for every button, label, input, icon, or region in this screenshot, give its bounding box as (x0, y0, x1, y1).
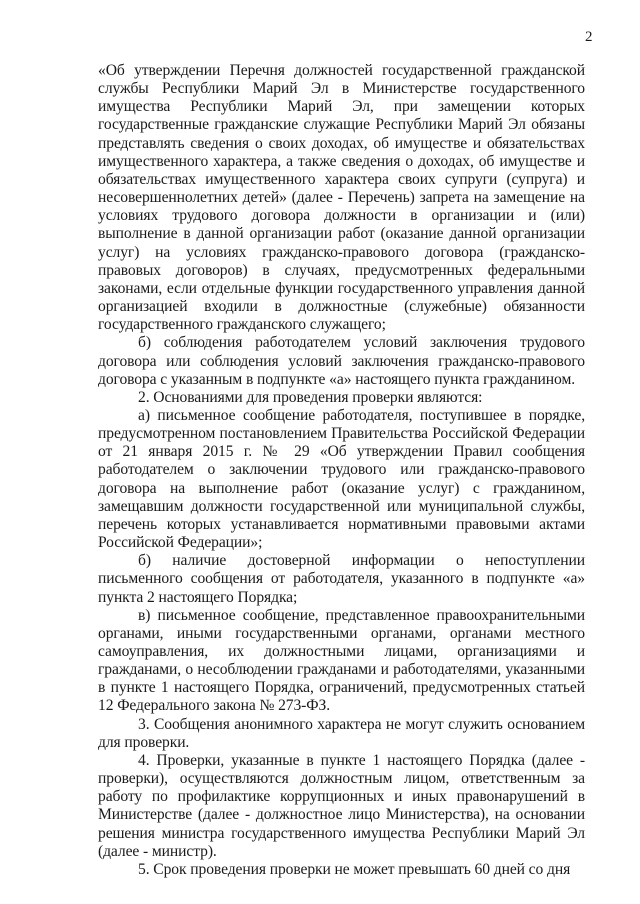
paragraph-item-1b: б) соблюдения работодателем условий заключения трудового договора или соблюдения условий заключения гражданско-правового договора с указанным в подпункте «а» настоящего пункта гражданином. (98, 334, 585, 388)
paragraph-item-4: 4. Проверки, указанные в пункте 1 настоящего Порядка (далее - проверки), осуществляются должностным лицом, ответственным за работу по профилактике коррупционных и иных правонарушений в Министерстве (далее - должностное лицо Министерства), на основании решения министра государственного имущества Республики Марий Эл (далее - министр). (98, 751, 585, 860)
paragraph-item-2a: а) письменное сообщение работодателя, поступившее в порядке, предусмотренном постановлением Правительства Российской Федерации от 21 января 2015 г. № 29 «Об утверждении Правил сообщения работодателем о заключении трудового или гражданско-правового договора на выполнение работ (оказание услуг) с гражданином, замещавшим должности государственной или муниципальной службы, перечень которых устанавливается нормативными правовыми актами Российской Федерации»; (98, 406, 585, 552)
paragraph-item-2v: в) письменное сообщение, представленное правоохранительными органами, иными государственными органами, органами местного самоуправления, их должностными лицами, организациями и гражданами, о несоблюдении гражданами и работодателями, указанными в пункте 1 настоящего Порядка, ограничений, предусмотренных статьей 12 Федерального закона № 273-ФЗ. (98, 606, 585, 715)
paragraph-continuation: «Об утверждении Перечня должностей государственной гражданской службы Республики Марий Эл в Министерстве государственного имущества Республики Марий Эл, при замещении которых государственные гражданские служащие Республики Марий Эл обязаны представлять сведения о своих доходах, об имуществе и обязательствах имущественного характера, а также сведения о доходах, об имуществе и обязательствах имущественного характера своих супруги (супруга) и несовершеннолетних детей» (далее - Перечень) запрета на замещение на условиях трудового договора должности в организации и (или) выполнение в данной организации работ (оказание данной организации услуг) на условиях гражданско-правового договора (гражданско-правовых договоров) в случаях, предусмотренных федеральными законами, если отдельные функции государственного управления данной организацией входили в должностные (служебные) обязанности государственного гражданского служащего; (98, 62, 585, 334)
paragraph-item-3: 3. Сообщения анонимного характера не могут служить основанием для проверки. (98, 715, 585, 751)
page-number: 2 (585, 29, 593, 45)
document-body (98, 62, 585, 879)
paragraph-item-2b: б) наличие достоверной информации о непоступлении письменного сообщения от работодателя, указанного в подпункте «а» пункта 2 настоящего Порядка; (98, 552, 585, 606)
paragraph-item-2: 2. Основаниями для проведения проверки являются: (138, 388, 483, 406)
paragraph-item-5: 5. Срок проведения проверки не может превышать 60 дней со дня (138, 860, 571, 878)
